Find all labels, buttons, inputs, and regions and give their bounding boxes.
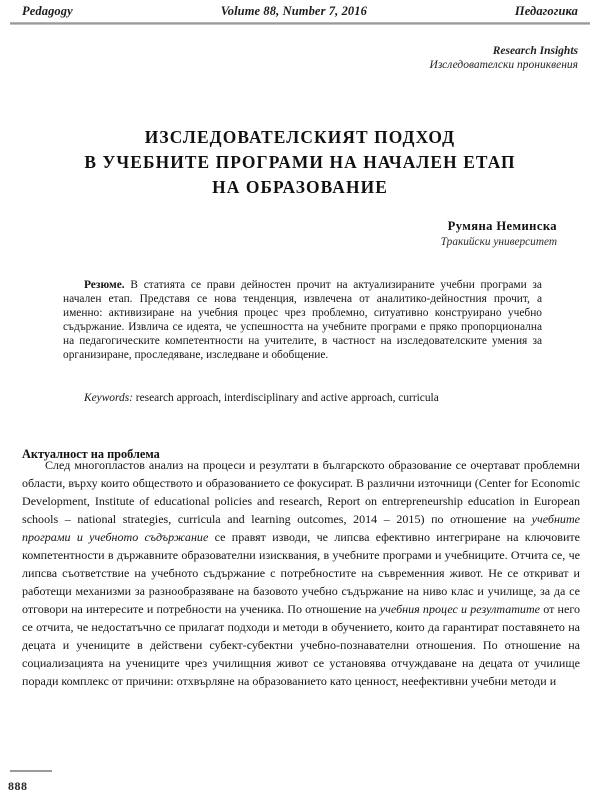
- abstract-paragraph: [63, 279, 542, 362]
- section-kicker: [430, 44, 578, 72]
- page-number: 888: [8, 779, 28, 793]
- article-title-line-3: НА ОБРАЗОВАНИЕ: [212, 176, 388, 197]
- author-name: Румяна Неминска: [447, 219, 557, 233]
- article-title: [40, 125, 560, 200]
- keywords-block: [63, 392, 542, 406]
- body-text-run-3: се правят изводи, че липсва ефективно интегриране на ключовите компетентности в държавните образователни изисквания, в учебните програми и учебниците. Отчита се, че липсва съответствие на учебното съдържание с потребностите на съвременния живот. Не се откриват и работещи механизми за разнообразяване на базовото учебно съдържание на ниво клас и училище, за да се отговори на интересите и потребности на ученика. По отношение на: [22, 530, 581, 616]
- header-volume-issue: Volume 88, Number 7, 2016: [220, 4, 367, 18]
- header-journal-name-english: Pedagogy: [22, 4, 73, 18]
- body-section-heading: Актуалност на проблема: [22, 447, 160, 462]
- running-header: [22, 4, 578, 19]
- keywords-text: research approach, interdisciplinary and active approach, curricula: [132, 392, 439, 404]
- body-text-run-1: След многопластов анализ на процеси и резултати в българското образование се очертават проблемни области, върху които обществото и образованието се фокусират. В различни източници (Center for Economic Development, Institute of educational policies and research, Report on entrepreneurship education in European schools – national strategies, curricula and learning outcomes, 2014 – 2015) по отношение на: [22, 458, 580, 526]
- body-text-run-4: учебния процес и резултатите: [379, 602, 541, 616]
- author-block: [60, 219, 557, 248]
- body-paragraph: [22, 456, 580, 690]
- author-affiliation: Тракийски университет: [440, 236, 557, 248]
- body-text-run-2: учебните програми и учебното съдържание: [22, 512, 580, 544]
- abstract-block: [63, 279, 542, 362]
- abstract-text: В статията се прави дейностен прочит на актуализираните учебни програми за начален етап. Представя се нова тенденция, извлечена от аналитико-дейностния прочит, а именно: активизиране на учебния процес чрез проблемно, ситуативно конструирано учебно съдържание. Извлича се идеята, че успешността на учебните програми е пряко пропорционална на педагогическите компетентности на учителите, в частност на изследователските умения за организиране, проследяване, изследване и обобщение.: [63, 279, 542, 361]
- article-title-line-2: В УЧЕБНИТЕ ПРОГРАМИ НА НАЧАЛЕН ЕТАП: [84, 151, 516, 172]
- body-text-block: [22, 456, 580, 690]
- article-title-line-1: ИЗСЛЕДОВАТЕЛСКИЯТ ПОДХОД: [144, 126, 456, 147]
- kicker-bulgarian-label: Изследователски прониквения: [429, 59, 578, 71]
- body-text-run-5: от него се отчита, че недостатъчно се прилагат подходи и методи в обучението, които да гарантират поставянето на децата и учениците в действени субект-субектни учебно-познавателни отношения. По отношение на социализацията на учениците чрез училищния живот се установява отчуждаване на децата от училище поради комплекс от причини: отхвърляне на образованието като ценност, неефективни учебни методи и: [22, 602, 580, 688]
- keywords-label: Keywords:: [84, 392, 133, 404]
- footer-divider-rule: [10, 770, 52, 772]
- header-journal-name-bulgarian: Педагогика: [514, 4, 578, 18]
- kicker-english-label: Research Insights: [492, 45, 578, 57]
- header-divider-rule: [10, 22, 590, 25]
- abstract-label: Резюме.: [84, 279, 125, 291]
